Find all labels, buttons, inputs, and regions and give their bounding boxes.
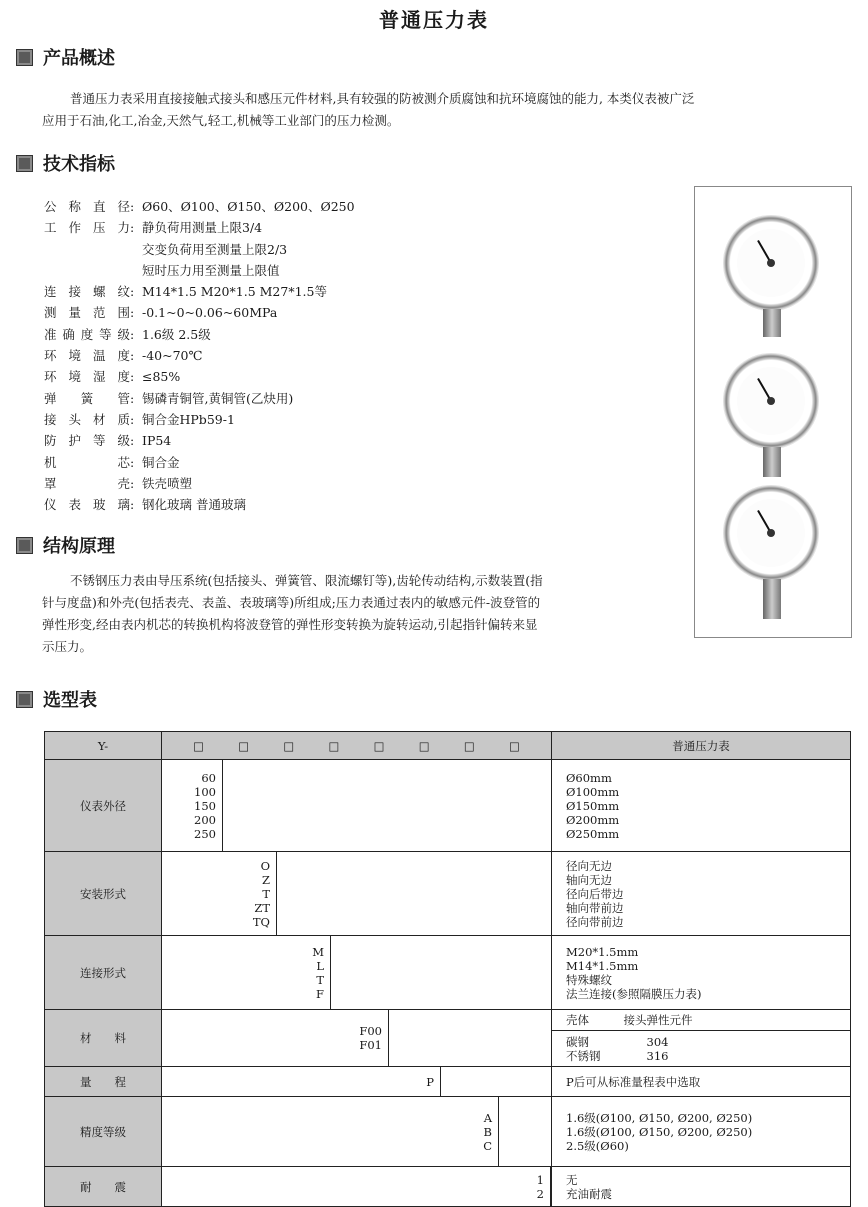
desc-line: 径向后带边 — [566, 886, 624, 901]
model-prefix: Y- — [45, 732, 162, 760]
spec-label: 环 境 温 度 — [44, 348, 130, 364]
code-value: 150 — [194, 798, 216, 813]
spec-value: 铜合金HPb59-1 — [142, 411, 235, 427]
spec-value: ≤85% — [142, 369, 181, 385]
row-label: 精度等级 — [45, 1097, 162, 1167]
spec-row: 连 接 螺 纹 : M14*1.5 M20*1.5 M27*1.5等 — [44, 281, 355, 302]
spec-row: 弹 簧 管 : 锡磷青铜管,黄铜管(乙炔用) — [44, 388, 355, 409]
desc-line: 径向带前边 — [566, 914, 624, 929]
row-description — [552, 760, 851, 852]
code-value: L — [316, 958, 324, 973]
row-description — [552, 1010, 851, 1067]
spec-value: 钢化玻璃 普通玻璃 — [142, 497, 246, 513]
spec-value: Ø60、Ø100、Ø150、Ø200、Ø250 — [142, 199, 355, 214]
spec-row: 罩 壳 : 铁壳喷塑 — [44, 473, 355, 494]
spec-label: 准 确 度 等 级 — [44, 326, 130, 342]
row-description — [552, 936, 851, 1010]
model-box: □ — [463, 738, 475, 753]
row-codes — [162, 760, 552, 852]
spec-label: 公 称 直 径 — [44, 199, 130, 214]
row-codes — [162, 1067, 552, 1097]
row-description — [552, 1167, 851, 1207]
gauge-photos — [694, 186, 852, 638]
selection-row — [45, 1097, 851, 1167]
spec-value: 锡磷青铜管,黄铜管(乙炔用) — [142, 390, 294, 406]
model-box: □ — [373, 738, 385, 753]
row-codes — [162, 1097, 552, 1167]
code-value: 1 — [536, 1172, 544, 1187]
spec-row: 公 称 直 径 : Ø60、Ø100、Ø150、Ø200、Ø250 — [44, 196, 355, 217]
model-box: □ — [328, 738, 340, 753]
section-heading: 技术指标 — [43, 154, 115, 175]
code-value: 60 — [201, 770, 216, 785]
row-codes — [162, 936, 552, 1010]
spec-label: 防 护 等 级 — [44, 433, 130, 449]
model-box: □ — [283, 738, 295, 753]
spec-value: 交变负荷用至测量上限2/3 — [142, 241, 288, 257]
selection-row — [45, 1067, 851, 1097]
code-value: 250 — [194, 826, 216, 841]
code-value: F01 — [359, 1038, 382, 1052]
selection-table — [44, 731, 851, 1207]
row-description — [552, 852, 851, 936]
principle-line-3: 弹性形变,经由表内机芯的转换机构将波登管的弹性形变转换为旋转运动,引起指针偏转来显 — [42, 617, 538, 632]
product-name: 普通压力表 — [552, 732, 851, 760]
desc-line: Ø200mm — [566, 812, 620, 827]
spec-value: M14*1.5 M20*1.5 M27*1.5等 — [142, 284, 327, 300]
code-value: ZT — [254, 900, 270, 915]
code-value: C — [483, 1138, 492, 1153]
row-label: 量 程 — [45, 1067, 162, 1097]
spec-value: 静负荷用测量上限3/4 — [142, 220, 263, 236]
section-heading: 选型表 — [43, 690, 97, 711]
code-value: M — [312, 944, 324, 959]
section-heading: 结构原理 — [43, 536, 115, 557]
section-principle — [16, 532, 115, 558]
desc-line: 1.6级(Ø100, Ø150, Ø200, Ø250) — [566, 1110, 753, 1125]
model-box: □ — [238, 738, 250, 753]
spec-row: 测 量 范 围 : -0.1~0~0.06~60MPa — [44, 302, 355, 323]
gauge-stem — [763, 579, 781, 619]
spec-label: 工 作 压 力 — [44, 220, 130, 236]
selection-row — [45, 852, 851, 936]
pressure-gauge-icon — [723, 485, 819, 581]
desc-line: Ø100mm — [566, 784, 620, 799]
code-value: 200 — [194, 812, 216, 827]
section-overview — [16, 44, 115, 70]
spec-label: 测 量 范 围 — [44, 305, 130, 321]
spec-label: 连 接 螺 纹 — [44, 284, 130, 300]
desc-line: Ø60mm — [566, 770, 612, 785]
spec-label: 罩 壳 — [44, 475, 130, 491]
selection-row — [45, 936, 851, 1010]
principle-line-4: 示压力。 — [42, 639, 93, 654]
spec-label: 环 境 湿 度 — [44, 369, 130, 385]
spec-label: 弹 簧 管 — [44, 390, 130, 406]
desc-line: 轴向无边 — [566, 872, 612, 887]
spec-label — [44, 239, 130, 260]
spec-list — [44, 196, 355, 515]
square-bullet-icon — [16, 49, 33, 66]
desc-line: P后可从标准量程表中选取 — [566, 1074, 701, 1089]
spec-row: 仪 表 玻 璃 : 钢化玻璃 普通玻璃 — [44, 494, 355, 515]
code-value: 2 — [536, 1186, 544, 1201]
code-value: P — [426, 1074, 434, 1089]
desc-line: 径向无边 — [566, 858, 612, 873]
section-heading: 产品概述 — [43, 48, 115, 69]
desc-line: 2.5级(Ø60) — [566, 1138, 629, 1153]
spec-row — [44, 239, 355, 260]
overview-line-2: 应用于石油,化工,冶金,天然气,轻工,机械等工业部门的压力检测。 — [42, 113, 400, 128]
code-value: F — [316, 986, 324, 1001]
selection-row — [45, 760, 851, 852]
row-codes — [162, 1167, 552, 1207]
desc-line: M14*1.5mm — [566, 958, 639, 973]
desc-line: M20*1.5mm — [566, 944, 639, 959]
principle-line-1: 不锈钢压力表由导压系统(包括接头、弹簧管、限流螺钉等),齿轮传动结构,示数装置(指 — [70, 573, 543, 588]
code-value: T — [316, 972, 324, 987]
desc-line: 碳钢 304 — [566, 1035, 669, 1049]
desc-line: Ø150mm — [566, 798, 620, 813]
gauge-stem — [763, 309, 781, 337]
row-codes — [162, 852, 552, 936]
spec-row — [44, 260, 355, 281]
spec-row: 环 境 湿 度 : ≤85% — [44, 366, 355, 387]
desc-line: 特殊螺纹 — [566, 972, 612, 987]
code-value: B — [483, 1124, 492, 1139]
spec-row: 机 芯 : 铜合金 — [44, 452, 355, 473]
spec-label: 机 芯 — [44, 454, 130, 470]
pressure-gauge-icon — [723, 353, 819, 449]
row-label: 耐 震 — [45, 1167, 162, 1207]
spec-value: 1.6级 2.5级 — [142, 326, 211, 342]
desc-line: 1.6级(Ø100, Ø150, Ø200, Ø250) — [566, 1124, 753, 1139]
selection-row — [45, 1010, 851, 1067]
spec-label: 仪 表 玻 璃 — [44, 497, 130, 513]
section-specs — [16, 150, 115, 176]
model-box: □ — [418, 738, 430, 753]
spec-row: 防 护 等 级 : IP54 — [44, 430, 355, 451]
row-label: 材 料 — [45, 1010, 162, 1067]
row-label: 安装形式 — [45, 852, 162, 936]
row-label: 仪表外径 — [45, 760, 162, 852]
row-codes — [162, 1010, 552, 1067]
desc-line: Ø250mm — [566, 826, 620, 841]
spec-value: IP54 — [142, 433, 172, 449]
desc-head: 壳体 接头弹性元件 — [552, 1010, 850, 1031]
spec-value: 短时压力用至测量上限值 — [142, 262, 280, 278]
model-box: □ — [509, 738, 520, 753]
code-value: 100 — [194, 784, 216, 799]
model-boxes — [162, 732, 552, 760]
spec-value: 铁壳喷塑 — [142, 475, 193, 491]
row-description — [552, 1067, 851, 1097]
desc-line: 法兰连接(参照隔膜压力表) — [566, 986, 702, 1001]
desc-line: 无 — [566, 1172, 578, 1187]
spec-row: 准 确 度 等 级 : 1.6级 2.5级 — [44, 324, 355, 345]
code-value: O — [260, 858, 270, 873]
spec-value: 铜合金 — [142, 454, 180, 470]
overview-line-1: 普通压力表采用直接接触式接头和感压元件材料,具有较强的防被测介质腐蚀和抗环境腐蚀的能力, 本类仪表被广泛 — [70, 91, 695, 106]
page-title: 普通压力表 — [379, 8, 489, 32]
spec-row: 接 头 材 质 : 铜合金HPb59-1 — [44, 409, 355, 430]
gauge-stem — [763, 447, 781, 477]
principle-line-2: 针与度盘)和外壳(包括表壳、表盖、表玻璃等)所组成;压力表通过表内的敏感元件-波登管的 — [42, 595, 541, 610]
code-value: TQ — [252, 914, 270, 929]
spec-label — [44, 260, 130, 281]
desc-line: 轴向带前边 — [566, 900, 624, 915]
spec-row: 工 作 压 力 : 静负荷用测量上限3/4 — [44, 217, 355, 238]
desc-line: 不锈钢 316 — [566, 1049, 669, 1063]
code-value: Z — [262, 872, 270, 887]
selection-row — [45, 1167, 851, 1207]
square-bullet-icon — [16, 537, 33, 554]
spec-value: -0.1~0~0.06~60MPa — [142, 305, 278, 321]
code-value: F00 — [359, 1024, 382, 1038]
square-bullet-icon — [16, 155, 33, 172]
row-description — [552, 1097, 851, 1167]
section-selection — [16, 686, 97, 712]
row-label: 连接形式 — [45, 936, 162, 1010]
pressure-gauge-icon — [723, 215, 819, 311]
code-value: T — [262, 886, 270, 901]
spec-label: 接 头 材 质 — [44, 411, 130, 427]
desc-line: 充油耐震 — [566, 1186, 612, 1201]
spec-value: -40~70℃ — [142, 348, 203, 364]
code-value: A — [483, 1110, 492, 1125]
spec-row: 环 境 温 度 : -40~70℃ — [44, 345, 355, 366]
model-box: □ — [193, 738, 204, 753]
square-bullet-icon — [16, 691, 33, 708]
